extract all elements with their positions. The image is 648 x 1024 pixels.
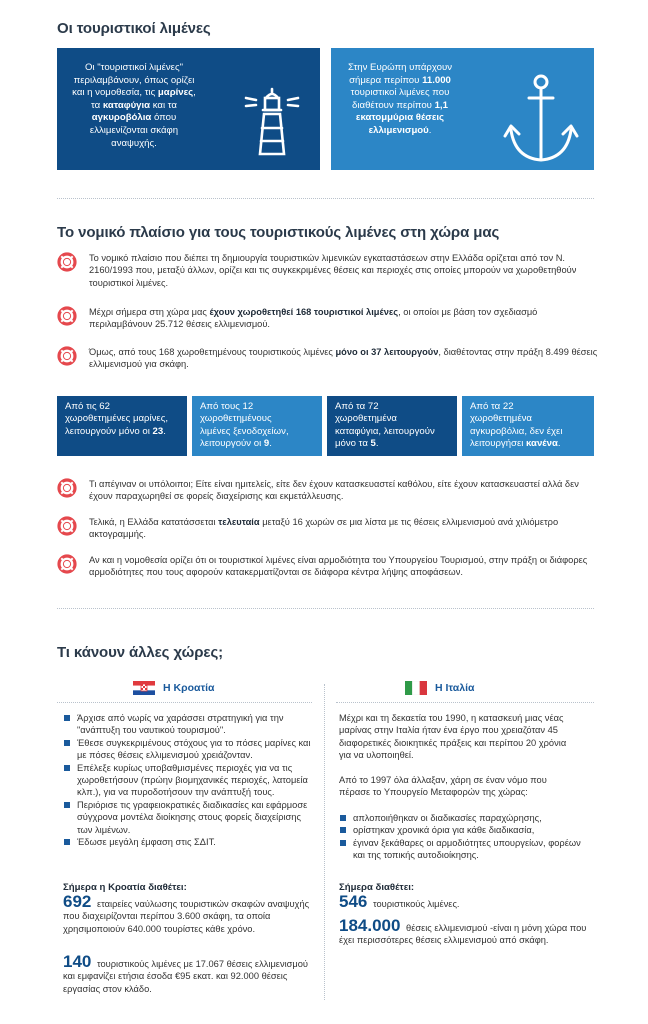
list-item: Περιόρισε τις γραφειοκρατικές διαδικασίες και εφάρμοσε σύγχρονα μοντέλα διοίκησης στους φορείς διαχείρισης των λιμένων.	[63, 799, 313, 836]
lifebuoy-icon	[57, 346, 77, 366]
legal-bullet-text: Το νομικό πλαίσιο που διέπει τη δημιουργία τουριστικών λιμενικών εγκαταστάσεων στην Ελλάδα ορίζεται από τον Ν. 2160/1993 που, μεταξύ άλλων, ορίζει και τις συγκεκριμένες θέσεις και περιοχές στις οποίες μπορούν να χωροθετηθούν τουριστικοί λιμένες.	[89, 253, 577, 288]
croatia-stat-ports: 140 τουριστικούς λιμένες με 17.067 θέσεις ελλιμενισμού και εμφανίζει ετήσια έσοδα €95 εκατ. και 92.000 θέσεις εργασίας στον κλάδο.	[63, 952, 309, 994]
status-bullet-2	[57, 516, 597, 544]
definition-box	[57, 48, 320, 170]
croatia-charter-count: 692	[63, 892, 92, 911]
stat-box-marinas: Από τις 62 χωροθετημένες μαρίνες, λειτουργούν μόνο οι 23.	[57, 396, 187, 456]
croatia-list	[63, 712, 313, 848]
status-bullet-3	[57, 554, 597, 582]
square-bullet-icon	[64, 740, 70, 746]
legal-bullet-1	[57, 252, 597, 292]
italy-stat-berths: 184.000 θέσεις ελλιμενισμού -είναι η μόνη χώρα που έχει περισσότερες θέσεις ελλιμενισμού από σκάφη.	[339, 916, 587, 946]
croatia-today-label: Σήμερα η Κροατία διαθέτει:	[63, 882, 187, 893]
list-item: Έθεσε συγκεκριμένους στόχους για το πόσες μαρίνες και με πόσες θέσεις ελλιμενισμού χρειάζονταν.	[63, 737, 313, 762]
section-divider	[57, 608, 594, 609]
stat-box-anchorages: Από τα 22 χωροθετημένα αγκυροβόλια, δεν έχει λειτουργήσει κανένα.	[462, 396, 594, 456]
list-item: απλοποιήθηκαν οι διαδικασίες παραχώρησης,	[339, 812, 589, 824]
lifebuoy-icon	[57, 478, 77, 498]
stat-box-hotels: Από τους 12 χωροθετημένους λιμένες ξενοδοχείων, λειτουργούν οι 9.	[192, 396, 322, 456]
square-bullet-icon	[64, 765, 70, 771]
croatia-header-underline	[57, 702, 312, 703]
list-item: έγιναν ξεκάθαρες οι αρμοδιότητες υπουργείων, φορέων και της τοπικής αυτοδιοίκησης.	[339, 837, 589, 862]
square-bullet-icon	[64, 839, 70, 845]
italy-berths-count: 184.000	[339, 916, 401, 935]
europe-box	[331, 48, 594, 170]
lighthouse-icon	[242, 86, 302, 158]
italy-header-label: Η Ιταλία	[435, 682, 475, 694]
italy-header	[405, 681, 474, 695]
italy-header-underline	[336, 702, 594, 703]
italy-list	[339, 812, 589, 862]
croatia-header-label: Η Κροατία	[163, 682, 215, 694]
list-item: Έδωσε μεγάλη έμφαση στις ΣΔΙΤ.	[63, 836, 313, 848]
lifebuoy-icon	[57, 306, 77, 326]
square-bullet-icon	[64, 802, 70, 808]
legal-bullet-text: Μέχρι σήμερα στη χώρα μας έχουν χωροθετηθεί 168 τουριστικοί λιμένες, οι οποίοι με βάση τον σχεδιασμό περιλαμβάνουν 25.712 θέσεις ελλιμενισμού.	[89, 307, 538, 330]
section-title-other-countries: Τι κάνουν άλλες χώρες;	[57, 644, 224, 661]
croatia-stat-charter: 692 εταιρείες ναύλωσης τουριστικών σκαφών αναψυχής που διαχειρίζονται περίπου 3.600 σκάφη, τα οποία χρησιμοποιούν 640.000 τουρίστες κάθε χρόνο.	[63, 892, 310, 934]
column-separator	[324, 684, 325, 1000]
square-bullet-icon	[340, 815, 346, 821]
italy-flag-icon	[405, 681, 427, 695]
square-bullet-icon	[64, 715, 70, 721]
section-title-legal: Το νομικό πλαίσιο για τους τουριστικούς λιμένες στη χώρα μας	[57, 224, 500, 241]
list-item: Επέλεξε κυρίως υποβαθμισμένες περιοχές για να τις χωροθετήσουν (πρώην βιομηχανικές περιοχές, λατομεία κλπ.), για να πυροδοτήσουν την ανάπτυξή τους.	[63, 762, 313, 799]
legal-bullet-3	[57, 346, 597, 374]
croatia-flag-icon	[133, 681, 155, 695]
status-bullet-1	[57, 478, 597, 506]
lifebuoy-icon	[57, 516, 77, 536]
status-bullet-text: Αν και η νομοθεσία ορίζει ότι οι τουριστικοί λιμένες είναι αρμοδιότητα του Υπουργείου Τουρισμού, στην πράξη οι διάφορες αρμοδιότητες που τους αφορούν κατακερματίζονται σε διάφορα κέντρα λήψης αποφάσεων.	[89, 555, 588, 578]
square-bullet-icon	[340, 840, 346, 846]
section-divider	[57, 198, 594, 199]
list-item: ορίστηκαν χρονικά όρια για κάθε διαδικασία,	[339, 824, 589, 836]
italy-today-label: Σήμερα διαθέτει:	[339, 882, 415, 893]
status-bullet-text: Τελικά, η Ελλάδα κατατάσσεται τελευταία μεταξύ 16 χωρών σε μια λίστα με τις θέσεις ελλιμενισμού ανά χιλιόμετρο ακτογραμμής.	[89, 517, 559, 540]
europe-text: Στην Ευρώπη υπάρχουν σήμερα περίπου 11.000 τουριστικοί λιμένες που διαθέτουν περίπου 1,1 εκατομμύρια θέσεις ελλιμενισμού.	[347, 62, 453, 136]
italy-paragraph-1: Μέχρι και τη δεκαετία του 1990, η κατασκευή μιας νέας μαρίνας στην Ιταλία ήταν ένα έργο που χρειαζόταν 45 διαφορετικές διοικητικές πράξεις και περίπου 20 χρόνια για να υλοποιηθεί.	[339, 713, 567, 761]
italy-ports-count: 546	[339, 892, 368, 911]
section-title-ports: Οι τουριστικοί λιμένες	[57, 20, 211, 37]
italy-stat-ports: 546 τουριστικούς λιμένες.	[339, 892, 460, 911]
status-bullet-text: Τι απέγιναν οι υπόλοιποι; Είτε είναι ημιτελείς, είτε δεν έχουν κατασκευαστεί καθόλου, είτε έχουν κατασκευαστεί αλλά δεν έχουν παραχωρηθεί σε φορείς διαχείρισης και εκμετάλλευσης.	[89, 479, 579, 502]
lifebuoy-icon	[57, 554, 77, 574]
croatia-ports-count: 140	[63, 952, 92, 971]
legal-bullet-text: Όμως, από τους 168 χωροθετημένους τουριστικούς λιμένες μόνο οι 37 λειτουργούν, διαθέτοντας στην πράξη 8.499 θέσεις ελλιμενισμού για σκάφη.	[89, 347, 598, 370]
italy-paragraph-2: Από το 1997 όλα άλλαξαν, χάρη σε έναν νόμο που πέρασε το Υπουργείο Μεταφορών της χώρας:	[339, 775, 547, 798]
anchor-icon	[501, 70, 581, 170]
lifebuoy-icon	[57, 252, 77, 272]
stat-box-shelters: Από τα 72 χωροθετημένα καταφύγια, λειτουργούν μόνο τα 5.	[327, 396, 457, 456]
legal-bullet-2	[57, 306, 597, 334]
croatia-header	[133, 681, 215, 695]
square-bullet-icon	[340, 827, 346, 833]
definition-text: Οι "τουριστικοί λιμένες" περιλαμβάνουν, όπως ορίζει και η νομοθεσία, τις μαρίνες, τα καταφύγια και τα αγκυροβόλια όπου ελλιμενίζονται σκάφη αναψυχής.	[72, 62, 196, 149]
list-item: Άρχισε από νωρίς να χαράσσει στρατηγική για την "ανάπτυξη του ναυτικού τουρισμού".	[63, 712, 313, 737]
